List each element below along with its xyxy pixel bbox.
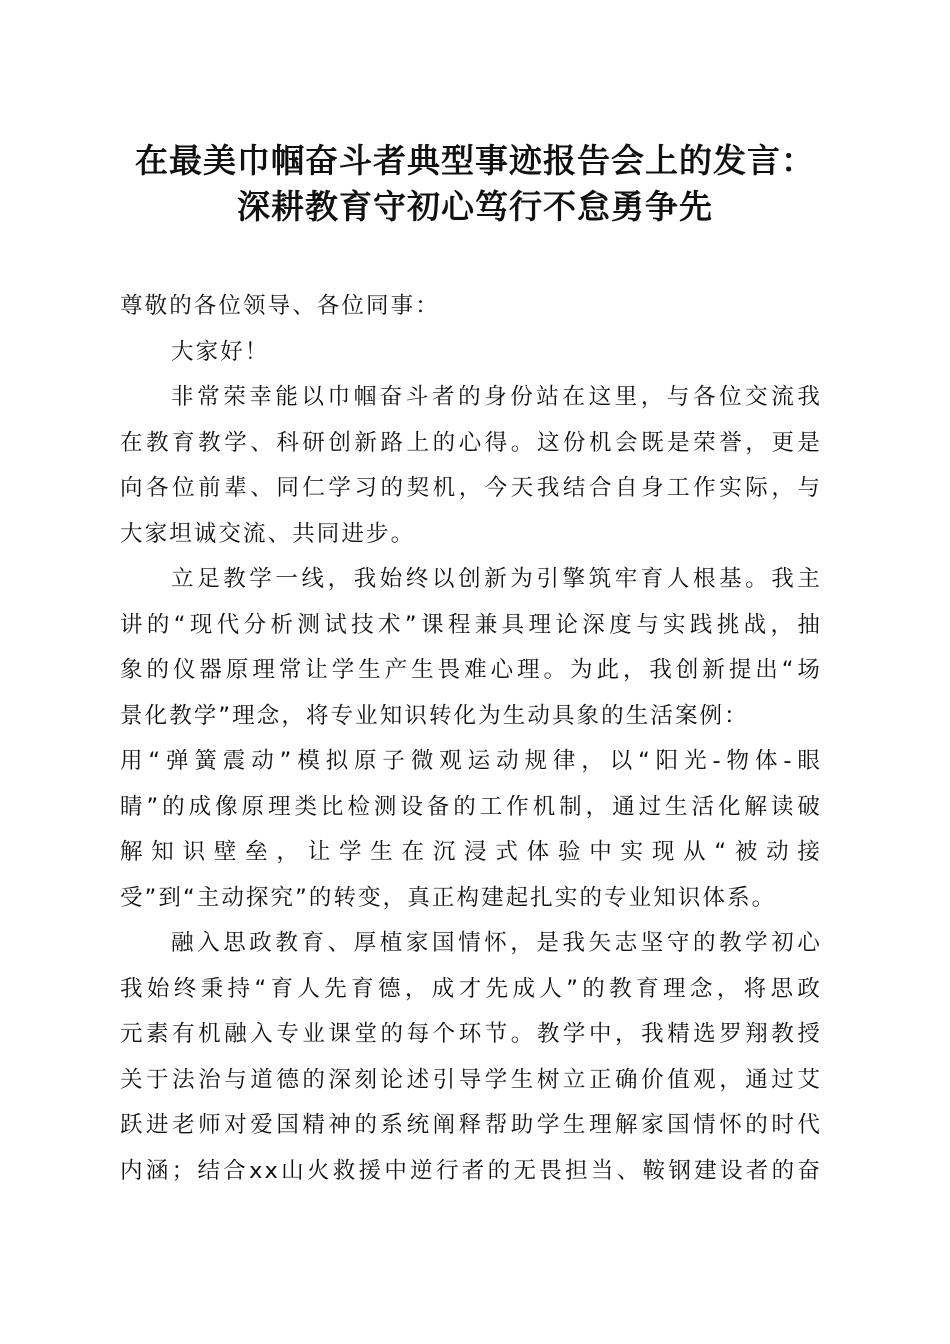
paragraph-line: 立足教学一线，我始终以创新为引擎筑牢育人根基。我主 — [171, 566, 822, 592]
paragraph-line: 解知识壁垒，让学生在沉浸式体验中实现从“被动接 — [120, 839, 822, 865]
paragraph — [120, 921, 822, 1194]
paragraph-line: 象的仪器原理常让学生产生畏难心理。为此，我创新提出“场 — [120, 657, 822, 683]
paragraph-line: 我始终秉持“育人先育德，成才先成人”的教育理念，将思政 — [120, 975, 822, 1002]
paragraph-line: 睛”的成像原理类比检测设备的工作机制，通过生活化解读破 — [120, 793, 822, 820]
paragraph-line: 在教育教学、科研创新路上的心得。这份机会既是荣誉，更是 — [120, 429, 822, 456]
salutation: 尊敬的各位领导、各位同事： — [120, 293, 440, 319]
document-title-line-2: 深耕教育守初心笃行不怠勇争先 — [237, 187, 713, 226]
document-title-line-1: 在最美巾帼奋斗者典型事迹报告会上的发言： — [135, 141, 815, 180]
paragraph-line: 大家坦诚交流、共同进步。 — [120, 520, 416, 547]
greeting: 大家好！ — [171, 338, 270, 365]
paragraph-line: 向各位前辈、同仁学习的契机，今天我结合自身工作实际，与 — [120, 475, 822, 501]
paragraph-line: 非常荣幸能以巾帼奋斗者的身份站在这里，与各位交流我 — [171, 384, 822, 410]
paragraph-line: 跃进老师对爱国精神的系统阐释帮助学生理解家国情怀的时代 — [120, 1112, 822, 1138]
paragraph-line: 讲的“现代分析测试技术”课程兼具理论深度与实践挑战，抽 — [120, 611, 822, 638]
paragraph-line: 融入思政教育、厚植家国情怀，是我矢志坚守的教学初心 — [171, 930, 822, 956]
paragraph-line: 受”到“主动探究”的转变，真正构建起扎实的专业知识体系。 — [120, 884, 777, 911]
document-body — [120, 284, 822, 1194]
paragraph — [120, 375, 822, 557]
paragraph-line: 关于法治与道德的深刻论述引导学生树立正确价值观，通过艾 — [120, 1066, 822, 1093]
paragraph — [120, 557, 822, 921]
paragraph-line: 用“弹簧震动”模拟原子微观运动规律，以“阳光-物体-眼 — [120, 748, 822, 774]
paragraph-line: 元素有机融入专业课堂的每个环节。教学中，我精选罗翔教授 — [120, 1021, 822, 1047]
paragraph-line: 景化教学”理念，将专业知识转化为生动具象的生活案例： — [120, 702, 749, 729]
paragraph-line: 内涵；结合xx山火救援中逆行者的无畏担当、鞍钢建设者的奋 — [120, 1157, 822, 1184]
